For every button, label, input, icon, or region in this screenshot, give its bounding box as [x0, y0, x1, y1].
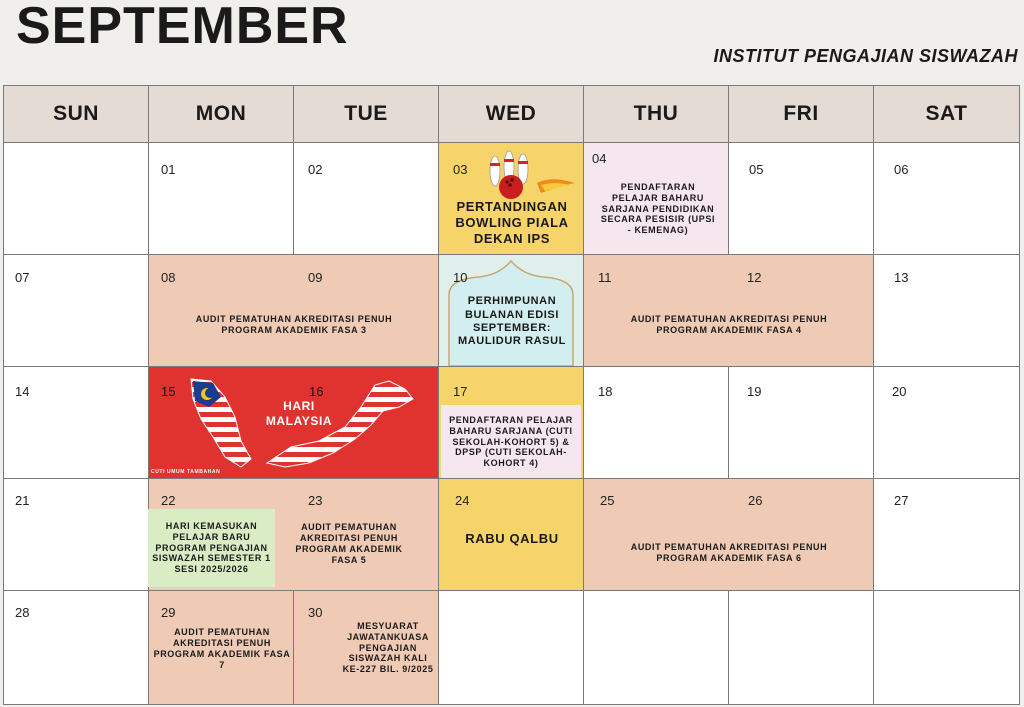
day-cell-empty [438, 590, 584, 705]
day-cell-05[interactable] [728, 142, 874, 255]
day-cell-19[interactable] [728, 366, 874, 479]
weekday-sat: SAT [873, 85, 1020, 143]
event-cell-22-23[interactable] [148, 478, 439, 591]
event-mesyuarat: MESYUARAT JAWATANKUASA PENGAJIAN SISWAZAH KALI KE-227 BIL. 9/2025 [342, 620, 434, 675]
event-perhimpunan: PERHIMPUNAN BULANAN EDISI SEPTEMBER: MAULIDUR RASUL [457, 295, 566, 348]
day-number: 06 [894, 162, 909, 177]
day-number: 08 [161, 270, 176, 285]
day-cell-20[interactable] [873, 366, 1020, 479]
event-bowling: PERTANDINGAN BOWLING PIALA DEKAN IPS [455, 199, 569, 246]
day-number: 26 [748, 493, 763, 508]
event-audit-fasa7: AUDIT PEMATUHAN AKREDITASI PENUH PROGRAM AKADEMIK FASA 7 [153, 627, 291, 670]
day-cell-13[interactable] [873, 254, 1020, 367]
day-number: 05 [749, 162, 764, 177]
event-pendaftaran-pesisir: PENDAFTARAN PELAJAR BAHARU SARJANA PENDIDIKAN SECARA PESISIR (UPSI - KEMENAG) [600, 181, 716, 236]
event-audit-fasa3: AUDIT PEMATUHAN AKREDITASI PENUH PROGRAM AKADEMIK FASA 3 [195, 314, 393, 335]
day-number: 09 [308, 270, 323, 285]
day-number: 07 [15, 270, 30, 285]
day-cell-24[interactable] [438, 478, 584, 591]
event-hari-malaysia: HARI MALAYSIA [265, 399, 333, 428]
note-cuti-umum: CUTI UMUM TAMBAHAN [151, 468, 221, 475]
calendar-grid [3, 85, 1020, 705]
day-cell-27[interactable] [873, 478, 1020, 591]
event-pendaftaran-kohort: PENDAFTARAN PELAJAR BAHARU SARJANA (CUTI SEKOLAH-KOHORT 5) & DPSP (CUTI SEKOLAH-KOHORT 4) [441, 405, 581, 479]
event-hari-kemasukan: HARI KEMASUKAN PELAJAR BARU PROGRAM PENGAJIAN SISWAZAH SEMESTER 1 SESI 2025/2026 [148, 509, 275, 587]
day-cell-28[interactable] [3, 590, 149, 705]
day-cell-02[interactable] [293, 142, 439, 255]
event-rabu-qalbu: RABU QALBU [465, 531, 559, 547]
day-number: 15 [161, 384, 176, 399]
day-number: 17 [453, 384, 468, 399]
day-number: 12 [747, 270, 762, 285]
day-number: 22 [161, 493, 176, 508]
day-cell-10[interactable] [438, 254, 584, 367]
weekday-sun: SUN [3, 85, 149, 143]
day-cell-empty [3, 142, 149, 255]
day-number: 13 [894, 270, 909, 285]
day-number: 21 [15, 493, 30, 508]
day-number: 23 [308, 493, 323, 508]
day-number: 11 [598, 270, 612, 285]
event-audit-fasa6: AUDIT PEMATUHAN AKREDITASI PENUH PROGRAM AKADEMIK FASA 6 [630, 542, 828, 563]
day-cell-18[interactable] [583, 366, 729, 479]
weekday-wed: WED [438, 85, 584, 143]
day-cell-empty [728, 590, 874, 705]
weekday-tue: TUE [293, 85, 439, 143]
bowling-icon [483, 149, 579, 203]
day-number: 14 [15, 384, 30, 399]
day-number: 01 [161, 162, 176, 177]
day-number: 18 [598, 384, 613, 399]
day-cell-14[interactable] [3, 366, 149, 479]
weekday-mon: MON [148, 85, 294, 143]
day-cell-29[interactable] [148, 590, 294, 705]
event-cell-audit-fasa3[interactable] [148, 254, 439, 367]
institution-name: INSTITUT PENGAJIAN SISWAZAH [713, 46, 1018, 66]
day-number: 02 [308, 162, 323, 177]
day-number: 10 [453, 270, 468, 285]
day-cell-30[interactable] [293, 590, 439, 705]
day-cell-07[interactable] [3, 254, 149, 367]
day-cell-17[interactable] [438, 366, 584, 479]
day-cell-04[interactable] [583, 142, 729, 255]
event-audit-fasa5: AUDIT PEMATUHAN AKREDITASI PENUH PROGRAM AKADEMIK FASA 5 [295, 522, 403, 565]
day-number: 27 [894, 493, 909, 508]
day-number: 29 [161, 605, 176, 620]
day-cell-empty [583, 590, 729, 705]
day-number: 24 [455, 493, 470, 508]
day-cell-03[interactable] [438, 142, 584, 255]
day-number: 30 [308, 605, 323, 620]
day-number: 03 [453, 162, 468, 177]
day-cell-empty [873, 590, 1020, 705]
day-cell-06[interactable] [873, 142, 1020, 255]
month-title: SEPTEMBER [16, 0, 349, 55]
event-cell-hari-malaysia[interactable] [148, 366, 439, 479]
day-cell-21[interactable] [3, 478, 149, 591]
weekday-fri: FRI [728, 85, 874, 143]
day-number: 25 [600, 493, 615, 508]
day-cell-01[interactable] [148, 142, 294, 255]
day-number: 19 [747, 384, 762, 399]
event-cell-audit-fasa6[interactable] [583, 478, 874, 591]
day-number: 20 [892, 384, 907, 399]
day-number: 28 [15, 605, 30, 620]
day-number: 16 [309, 384, 324, 399]
event-cell-audit-fasa4[interactable] [583, 254, 874, 367]
weekday-thu: THU [583, 85, 729, 143]
day-number: 04 [592, 151, 607, 166]
event-audit-fasa4: AUDIT PEMATUHAN AKREDITASI PENUH PROGRAM AKADEMIK FASA 4 [630, 314, 828, 335]
